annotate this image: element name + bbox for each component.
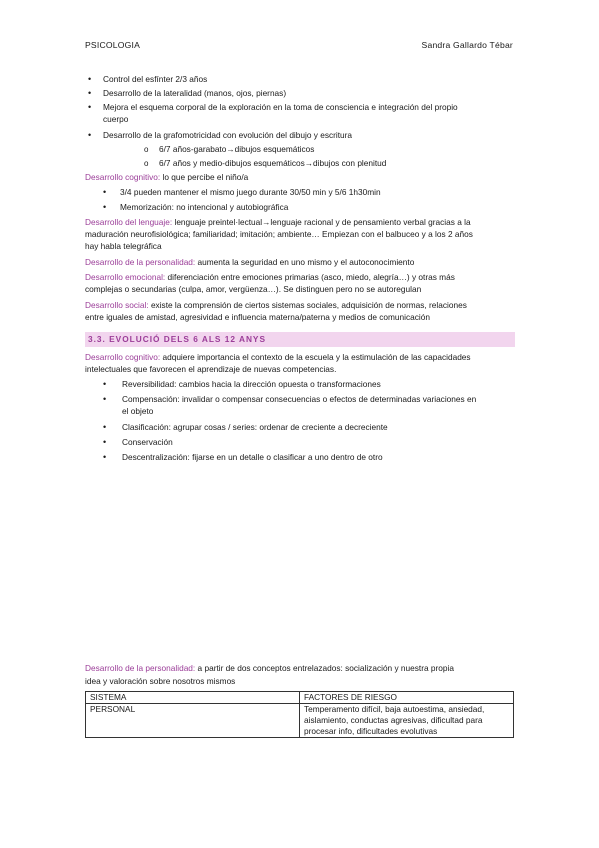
- risk-factors-table: [85, 691, 514, 738]
- section-label: Desarrollo del lenguaje:: [85, 217, 173, 227]
- paragraph-line: hay habla telegráfica: [85, 241, 162, 251]
- paragraph-line: complejas o secundarias (culpa, amor, vergüenza…). Se distinguen pero no se autoregulan: [85, 284, 422, 294]
- sub-bullet-icon: o: [144, 159, 149, 168]
- header-subject: PSICOLOGIA: [85, 40, 141, 50]
- list-item: Desarrollo de la lateralidad (manos, ojos, piernas): [103, 88, 287, 98]
- paragraph-text: a partir de dos conceptos entrelazados: socialización y nuestra propia: [195, 663, 454, 673]
- list-item: Descentralización: fijarse en un detalle o clasificar a uno dentro de otro: [122, 452, 383, 462]
- bullet-icon: •: [103, 422, 107, 432]
- section-heading: 3.3. EVOLUCIÓ DELS 6 ALS 12 ANYS: [88, 334, 267, 344]
- list-item: Clasificación: agrupar cosas / series: ordenar de creciente a decreciente: [122, 422, 388, 432]
- list-item: Control del esfínter 2/3 años: [103, 74, 208, 84]
- table-header-row: [86, 692, 514, 704]
- bullet-icon: •: [88, 130, 92, 140]
- header-author: Sandra Gallardo Tébar: [421, 40, 513, 50]
- list-item: Reversibilidad: cambios hacia la dirección opuesta o transformaciones: [122, 379, 381, 389]
- paragraph-line: idea y valoración sobre nosotros mismos: [85, 676, 236, 686]
- paragraph-text: aumenta la seguridad en uno mismo y el autoconocimiento: [195, 257, 415, 267]
- table-cell-factores: Temperamento difícil, baja autoestima, ansiedad, aislamiento, conductas agresivas, dificultad para procesar info, dificultades evolutivas: [300, 704, 514, 738]
- bullet-icon: •: [88, 74, 92, 84]
- table-row: [86, 704, 514, 738]
- list-item: Desarrollo de la grafomotricidad con evolución del dibujo y escritura: [103, 130, 353, 140]
- paragraph-cognitivo-2: [85, 352, 515, 363]
- table-header-cell: FACTORES DE RIESGO: [300, 692, 514, 704]
- paragraph-personalidad: [85, 257, 515, 268]
- bullet-icon: •: [103, 452, 107, 462]
- section-label: Desarrollo cognitivo:: [85, 172, 161, 182]
- paragraph-text: adquiere importancia el contexto de la escuela y la estimulación de las capacidades: [160, 352, 471, 362]
- list-item-continuation: el objeto: [122, 406, 154, 416]
- list-item: 3/4 pueden mantener el mismo juego durante 30/50 min y 5/6 1h30min: [120, 187, 381, 197]
- bullet-icon: •: [103, 187, 107, 197]
- bullet-icon: •: [103, 437, 107, 447]
- bullet-icon: •: [103, 394, 107, 404]
- section-label: Desarrollo cognitivo:: [85, 352, 161, 362]
- section-label: Desarrollo emocional:: [85, 272, 166, 282]
- sub-list-item: 6/7 años y medio-dibujos esquemáticos→dibujos con plenitud: [159, 158, 387, 168]
- table-cell-sistema: PERSONAL: [86, 704, 300, 738]
- bullet-icon: •: [103, 202, 107, 212]
- paragraph-line: entre iguales de amistad, agresividad e influencia materna/paterna y medios de comunicación: [85, 312, 430, 322]
- list-item: Conservación: [122, 437, 173, 447]
- paragraph-text: diferenciación entre emociones primarias (asco, miedo, alegría…) y otras más: [165, 272, 455, 282]
- section-label: Desarrollo de la personalidad:: [85, 663, 196, 673]
- paragraph-cognitivo: [85, 172, 515, 183]
- paragraph-line: maduración neurofisiológica; familiaridad; imitación; ambiente… Empiezan con el balbuceo y a los 2 años: [85, 229, 473, 239]
- bullet-icon: •: [88, 102, 92, 112]
- paragraph-social: [85, 300, 515, 311]
- list-item: Memorización: no intencional y autobiográfica: [120, 202, 289, 212]
- bullet-icon: •: [88, 88, 92, 98]
- section-label: Desarrollo social:: [85, 300, 149, 310]
- paragraph-text: lo que percibe el niño/a: [160, 172, 249, 182]
- list-item-continuation: cuerpo: [103, 114, 129, 124]
- section-label: Desarrollo de la personalidad:: [85, 257, 196, 267]
- list-item: Compensación: invalidar o compensar consecuencias o efectos de determinadas variaciones en: [122, 394, 477, 404]
- paragraph-text: lenguaje preintel·lectual→lenguaje racional y de pensamiento verbal gracias a la: [172, 217, 471, 227]
- paragraph-line: intelectuales que favorecen el aprendizaje de nuevas competencias.: [85, 364, 337, 374]
- paragraph-lenguaje: [85, 217, 515, 228]
- sub-list-item: 6/7 años-garabato→dibujos esquemáticos: [159, 144, 315, 154]
- paragraph-personalidad-2: [85, 663, 515, 674]
- bullet-icon: •: [103, 379, 107, 389]
- paragraph-emocional: [85, 272, 515, 283]
- list-item: Mejora el esquema corporal de la exploración en la toma de consciencia e integración del propio: [103, 102, 458, 112]
- table-header-cell: SISTEMA: [86, 692, 300, 704]
- paragraph-text: existe la comprensión de ciertos sistemas sociales, adquisición de normas, relaciones: [148, 300, 467, 310]
- sub-bullet-icon: o: [144, 145, 149, 154]
